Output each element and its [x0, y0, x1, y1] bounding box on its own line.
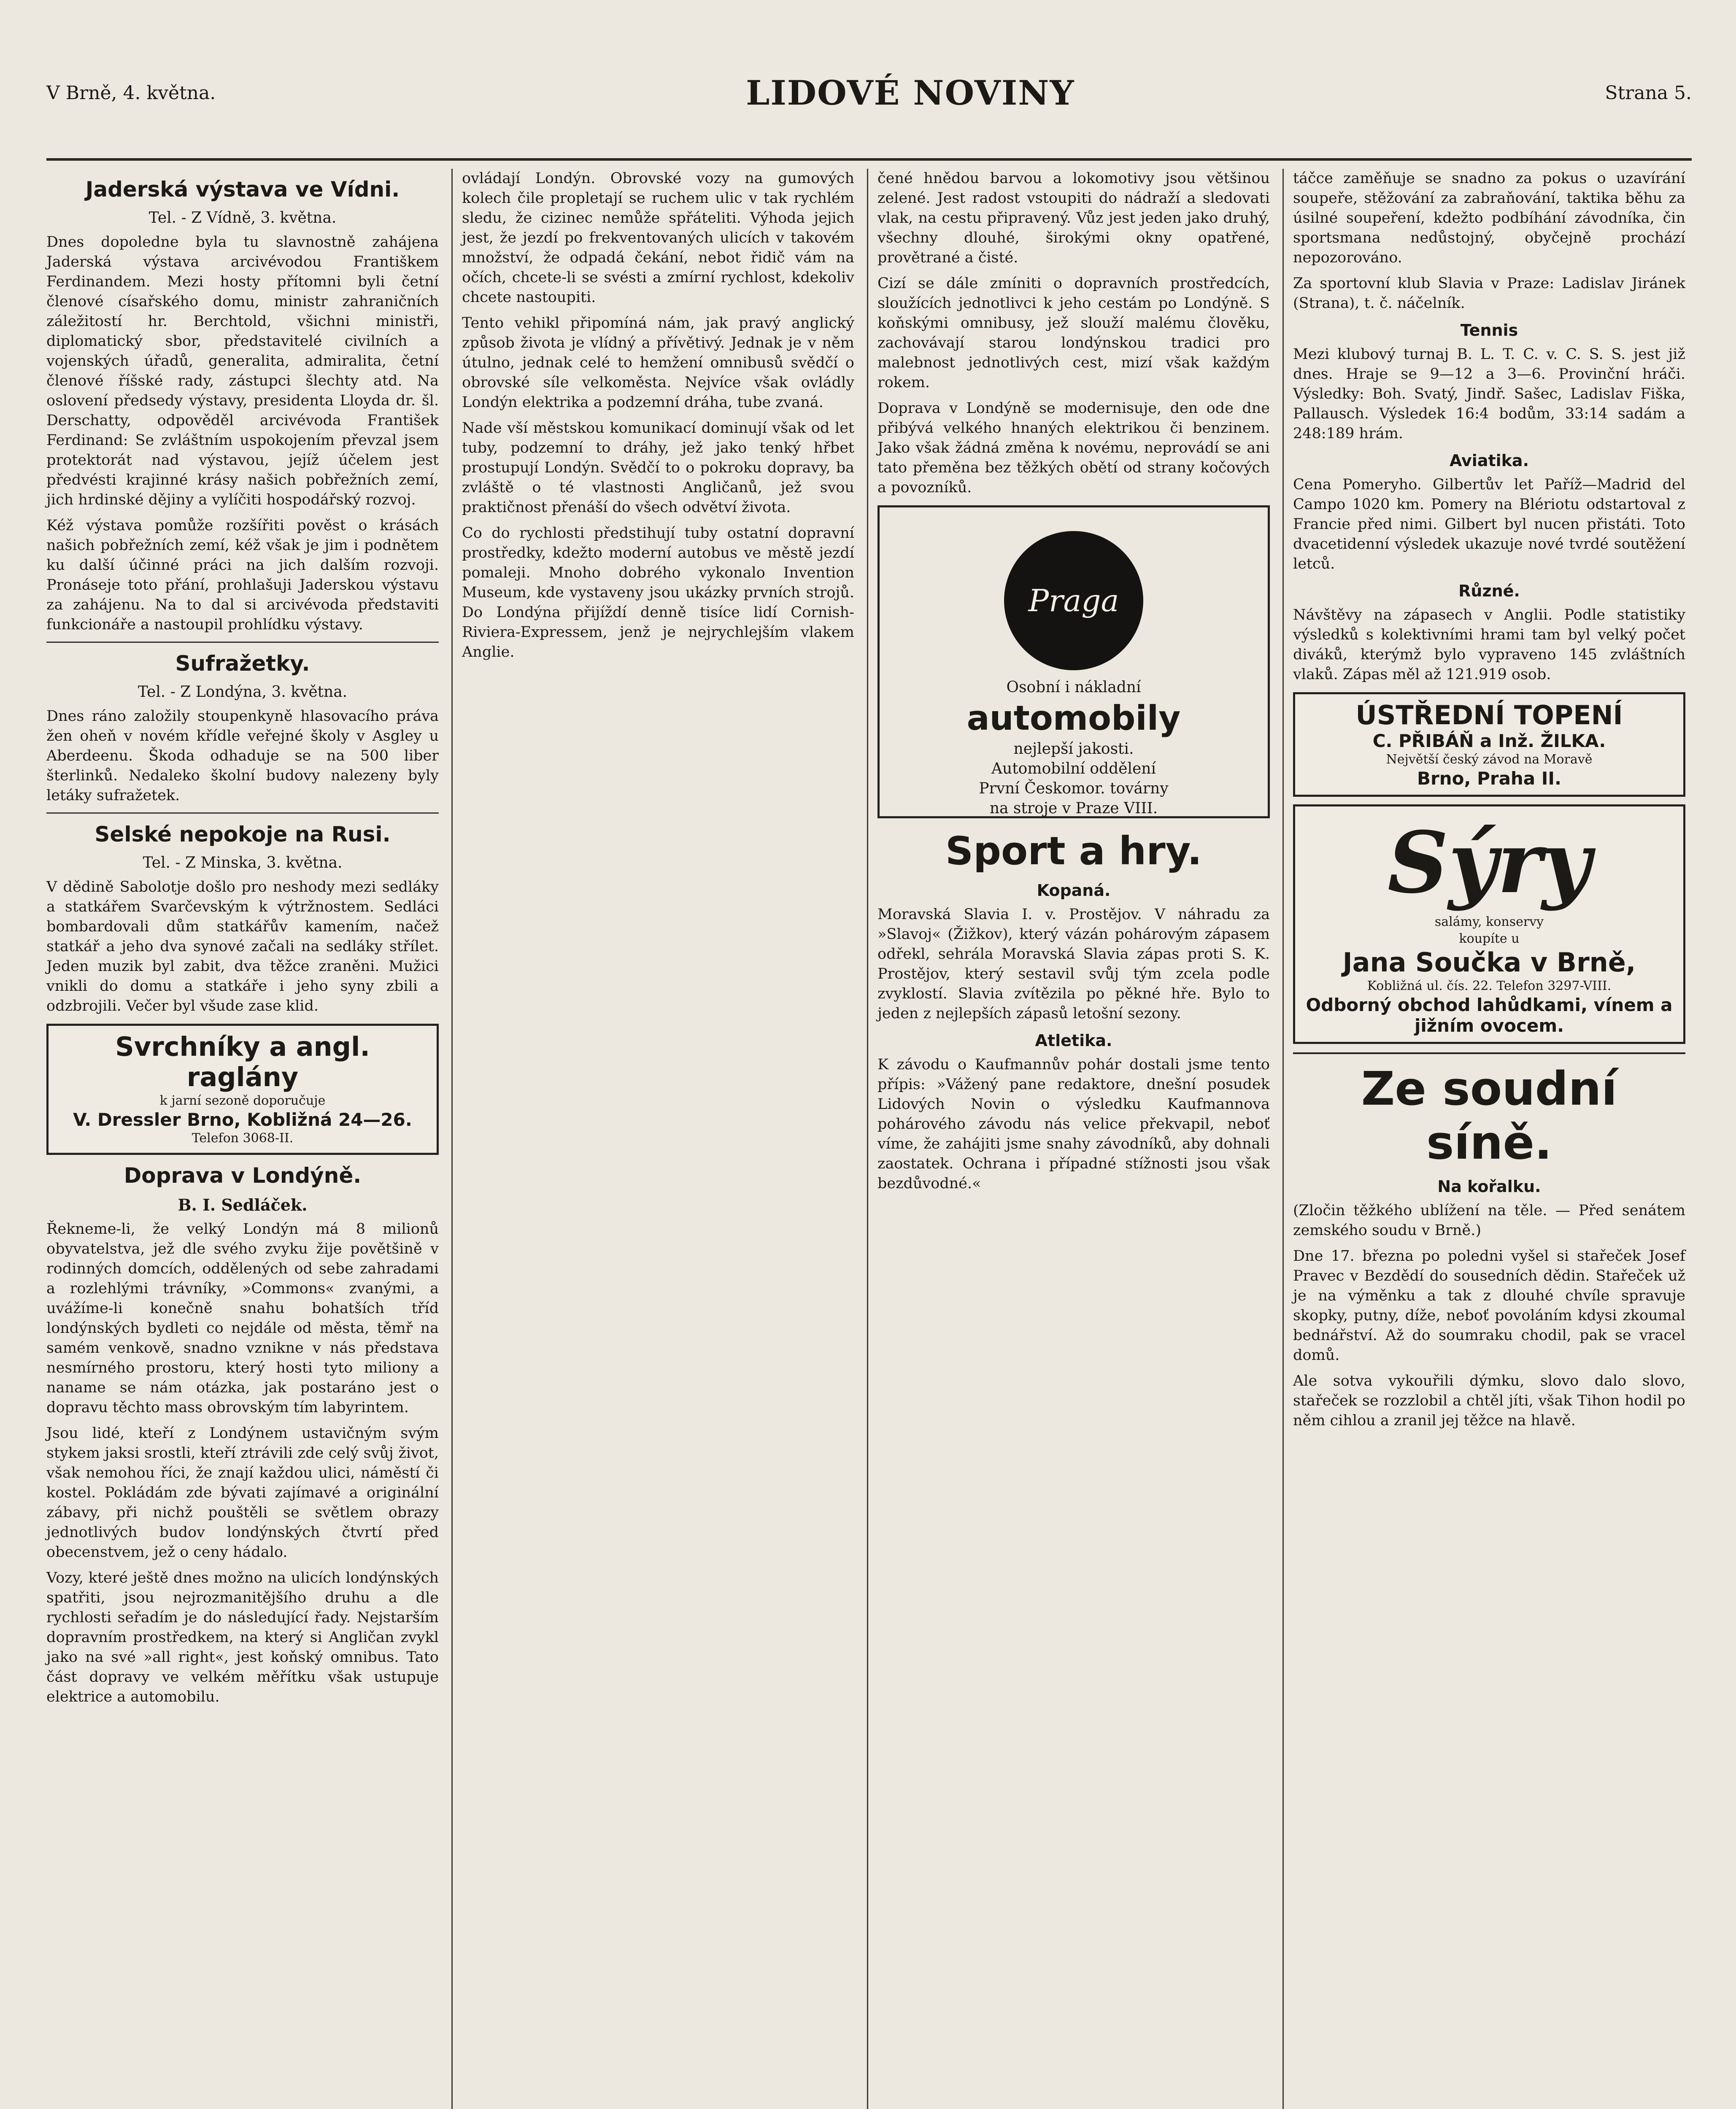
- ad-headline: Sýry: [1387, 813, 1591, 912]
- article-paragraph: V dědině Sabolotje došlo pro neshody mezi sedláky a statkářem Svarčevským k výtržnostem. Sedláci bombardovali dům statkářův kamením, načež statkář a jeho dva synové začali na sedláky střílet. Jeden muzik byl zabit, dva těžce zraněni. Mužici vnikli do domu a statkáře i jeho syny zbili a odzbrojili. Večer byl všude zase klid.: [46, 879, 439, 1014]
- column-divider: [451, 169, 453, 2109]
- article-title: Doprava v Londýně.: [124, 1163, 362, 1188]
- advertisement-praga: [877, 505, 1270, 818]
- section-subtitle: Na kořalku.: [1437, 1177, 1541, 1196]
- ad-firm: V. Dressler Brno, Kobližná 24—26.: [73, 1109, 412, 1130]
- ad-phone: Telefon 3068-II.: [192, 1131, 294, 1146]
- section-subtitle: Aviatika.: [1449, 451, 1529, 470]
- issue-date: V Brně, 4. května.: [46, 82, 216, 104]
- article-paragraph: ovládají Londýn. Obrovské vozy na gumových kolech čile propletají se ruchem ulic v tak rychlém sledu, že cizinec nemůže spřáteliti. Výhoda jejich jest, že jezdí po frekventovaných ulicích v takovém množství, že odpadá čekání, nebot řidič vám na očích, chcete-li se svésti a zmírní rychlost, kdekoliv chcete nastoupiti.: [462, 170, 854, 306]
- column-divider: [1282, 169, 1284, 2109]
- dateline: Tel. - Z Londýna, 3. května.: [138, 683, 348, 701]
- advertisement-syry: [1293, 804, 1685, 1044]
- column-1: [46, 169, 439, 1713]
- article-paragraph: Dnes ráno založily stoupenkyně hlasovacího práva žen oheň v novém křídle veřejné školy v Asgley u Aberdeenu. Škoda odhaduje se na 500 liber šterlinků. Nedaleko školní budovy nalezeny byly letáky sufražetek.: [46, 708, 439, 804]
- byline: B. I. Sedláček.: [178, 1195, 308, 1214]
- article-paragraph: Moravská Slavia I. v. Prostějov. V náhradu za »Slavoj« (Žižkov), který vázán pohárovým zápasem odřekl, sehrála Moravská Slavia zápas proti S. K. Prostějov, který sestavil svůj tým zcela podle zvyklostí. Slavia zvítězila po pěkné hře. Bylo to jeden z nejlepších zápasů letošní sezony.: [877, 906, 1270, 1022]
- article-title: Selské nepokoje na Rusi.: [94, 822, 391, 847]
- article-paragraph: K závodu o Kaufmannův pohár dostali jsme tento přípis: »Vážený pane redaktore, dnešní posudek Lidových Novin o výsledku Kaufmannova pohárového závodu nás velice překvapil, neboť víme, že zahájiti jsme snahy závodníků, aby dohnali zaostatek. Ochrana i případné stížnosti jsou však bezdůvodné.«: [877, 1056, 1270, 1192]
- ad-text: Odborný obchod lahůdkami, vínem a jižním ovocem.: [1306, 995, 1673, 1036]
- masthead-rule: [46, 158, 1692, 161]
- article-paragraph: táčce zaměňuje se snadno za pokus o uzavírání soupeře, stěžování za zabraňování, taktika běhu za úsilné soupeření, kdežto podbíhání závodníka, čin sportsmana nedůstojný, obyčejně prochází nepozorováno.: [1293, 170, 1685, 266]
- ad-text: koupíte u: [1459, 931, 1520, 946]
- column-2: [462, 169, 854, 668]
- ad-text: Největší český závod na Moravě: [1386, 752, 1593, 767]
- ad-firm: C. PŘIBÁŇ a Inž. ŽILKA.: [1372, 731, 1606, 751]
- ad-text: nejlepší jakosti.: [1013, 740, 1134, 758]
- ad-text: Osobní i nákladní: [1006, 679, 1141, 696]
- article-title: Sufražetky.: [175, 651, 310, 676]
- ad-headline: automobily: [967, 699, 1181, 738]
- ad-text: na stroje v Praze VIII.: [989, 800, 1158, 817]
- dateline: Tel. - Z Minska, 3. května.: [143, 854, 343, 871]
- ad-text: k jarní sezoně doporučuje: [159, 1093, 326, 1108]
- article-separator: [46, 642, 439, 643]
- article-paragraph: Kéž výstava pomůže rozšířiti pověst o krásách našich pobřežních zemí, kéž však je jim i podnětem ku další účinné práci na jich dalším rozvoji. Pronáseje toto přání, prohlašuji Jaderskou výstavu za zahájenu. Na to dal si arcivévoda představiti funkcionáře a nastoupil prohlídku výstavy.: [46, 517, 439, 633]
- section-title-sport: Sport a hry.: [945, 828, 1202, 874]
- section-subtitle: Různé.: [1458, 582, 1520, 600]
- article-paragraph: Dnes dopoledne byla tu slavnostně zahájena Jaderská výstava arcivévodou Františkem Ferdinandem. Mezi hosty přítomni byli četní členové císařského domu, ministr zahraničních záležitostí hr. Berchtold, všichni ministři, diplomatický sbor, představitelé civilních a vojenských úřadů, generalita, admiralita, četní členové říšské rady, zástupci šlechty atd. Na oslovení předsedy výstavy, presidenta Lloyda dr. šl. Derschatty, odpověděl arcivévoda František Ferdinand: Se zvláštním uspokojením převzal jsem protektorát nad výstavou, jejíž účelem jest předvésti krajinné krásy našich pobřežních zemí, jich hrdinské dějiny a vylíčiti hospodářský rozvoj.: [46, 234, 439, 508]
- article-paragraph: Co do rychlosti předstihují tuby ostatní dopravní prostředky, kdežto moderní autobus ve městě jezdí pomaleji. Mnoho dobrého vykonalo Invention Museum, kde vystaveny jsou ukázky prvních strojů. Do Londýna přijíždí denně tisíce lidí Cornish-Riviera-Expressem, jenž je nejrychlejším vlakem Anglie.: [462, 525, 854, 661]
- article-paragraph: Nade vší městskou komunikací dominují však od let tuby, podzemní to dráhy, jež jako tenký hřbet prostupují Londýn. Svědčí to o pokroku dopravy, ba zvláště o té vlastnosti Angličanů, jež svou praktičnost přenáší do všech odvětví života.: [462, 420, 854, 516]
- article-paragraph: Tento vehikl připomíná nám, jak pravý anglický způsob života je vlídný a přívětivý. Jednak je v něm útulno, jednak celé to hemžení omnibusů svědčí o obrovské síle velkoměsta. Nejvíce však ovládly Londýn elektrika a podzemní dráha, tube zvaná.: [462, 315, 854, 411]
- article-paragraph: Cena Pomeryho. Gilbertův let Paříž—Madrid del Campo 1020 km. Pomery na Blériotu odstartoval z Francie před nimi. Gilbert byl nucen přistáti. Toto dvacetidenní výsledek ukazuje nové tvrdé soutěžení letců.: [1293, 476, 1685, 572]
- ad-headline: Svrchníky a angl. raglány: [115, 1031, 370, 1092]
- article-paragraph: Mezi klubový turnaj B. L. T. C. v. C. S. S. jest již dnes. Hraje se 9—12 a 3—6. Provinční hráči. Výsledky: Boh. Svatý, Jindř. Sašec, Ladislav Fiška, Pallausch. Výsledek 16:4 bodům, 33:14 sadám a 248:189 hrám.: [1293, 346, 1685, 442]
- section-title-court: Ze soudní síně.: [1293, 1052, 1685, 1170]
- article-paragraph: Jsou lidé, kteří z Londýnem ustavičným svým stykem jaksi srostli, kteří ztrávili zde celý svůj život, však nemohou říci, že znají každou ulici, náměstí či kostel. Pokládám zde bývati zajímavé a originální zábavy, při nichž pouštěli se světlem obrazy jednotlivých budov londýnských čtvrtí před obecenstvem, jež o ceny hádalo.: [46, 1425, 439, 1561]
- section-subtitle: Atletika.: [1035, 1031, 1112, 1050]
- page-number: Strana 5.: [1605, 82, 1692, 104]
- section-subtitle: Kopaná.: [1037, 881, 1111, 900]
- ad-text: Automobilní oddělení: [991, 760, 1156, 777]
- ad-city: Brno, Praha II.: [1417, 768, 1561, 789]
- article-paragraph: Za sportovní klub Slavia v Praze: Ladislav Jiránek (Strana), t. č. náčelník.: [1293, 275, 1685, 312]
- article-paragraph: Dne 17. března po poledni vyšel si stařeček Josef Pravec v Bezdědí do sousedních dědin. Stařeček už je na výměnku a tak z dlouhé chvíle spravuje skopky, putny, díže, neboť povoláním kdysi zkoumal bednářství. Až do soumraku chodil, pak se vracel domů.: [1293, 1248, 1685, 1364]
- advertisement-topeni: [1293, 692, 1685, 797]
- article-paragraph: Cizí se dále zmíniti o dopravních prostředcích, sloužících jednotlivci k jeho cestám po Londýně. S koňskými omnibusy, jež slouží malému člověku, zachovávají starou londýnskou tradici pro malebnost jednotlivých cest, mizí však každým rokem.: [877, 275, 1270, 391]
- article-paragraph: Vozy, které ještě dnes možno na ulicích londýnských spatřiti, jsou nejrozmanitějšího druhu a dle rychlosti seřadím je do následující řady. Nejstarším dopravním prostředkem, na který si Angličan zvykl jako na své »all right«, jest koňský omnibus. Tato část dopravy ve velkém měřítku však ustupuje elektrice a automobilu.: [46, 1570, 439, 1705]
- article-paragraph: Řekneme-li, že velký Londýn má 8 milionů obyvatelstva, jež dle svého zvyku žije povětšině v rodinných domcích, oddělených od sebe zahradami a rozlehlými trávníky, »Commons« zvanými, a uvážíme-li konečně snahu bohatších tříd londýnských bydleti co nejdále od města, těmř na samém venkově, snadno vznikne v nás představa nesmírného prostoru, který hosti tyto miliony a naname se nám otázka, jak postaráno jest o dopravu těchto mass obrovským tím labyrintem.: [46, 1221, 439, 1416]
- masthead: [46, 30, 1692, 156]
- article-paragraph: čené hnědou barvou a lokomotivy jsou většinou zelené. Jest radost vstoupiti do nádraží a sledovati vlak, na cestu připravený. Vůz jest jeden jako druhý, všechny dlouhé, širokými okny opatřené, provětrané a čisté.: [877, 170, 1270, 266]
- praga-logo: Praga: [1004, 531, 1143, 670]
- ad-headline: ÚSTŘEDNÍ TOPENÍ: [1355, 700, 1623, 731]
- article-paragraph: (Zločin těžkého ublížení na těle. — Před senátem zemského soudu v Brně.): [1293, 1202, 1685, 1239]
- ad-text: První Českomor. továrny: [979, 780, 1169, 797]
- ad-address: Kobližná ul. čís. 22. Telefon 3297-VIII.: [1367, 979, 1612, 993]
- advertisement-dressler: [46, 1024, 439, 1155]
- article-separator: [46, 812, 439, 814]
- column-3: [877, 169, 1270, 1200]
- article-paragraph: Návštěvy na zápasech v Anglii. Podle statistiky výsledků s kolektivními hrami tam byl velký počet diváků, kterýmž bylo vypraveno 145 zvláštních vlaků. Zápas měl až 121.919 osob.: [1293, 607, 1685, 683]
- column-divider: [867, 169, 868, 2109]
- dateline: Tel. - Z Vídně, 3. května.: [148, 209, 337, 227]
- column-4: [1293, 169, 1685, 1437]
- newspaper-page: [46, 30, 1692, 2109]
- newspaper-title: LIDOVÉ NOVINY: [746, 73, 1075, 113]
- ad-firm: Jana Součka v Brně,: [1342, 947, 1636, 978]
- article-title: Jaderská výstava ve Vídni.: [85, 177, 400, 202]
- article-paragraph: Doprava v Londýně se modernisuje, den ode dne přibývá velkého hnaných elektrikou či benzinem. Jako však žádná změna k novému, neprovádí se ani tato přeměna bez těžkých obětí od strany kočových a povozníků.: [877, 400, 1270, 496]
- article-paragraph: Ale sotva vykouřili dýmku, slovo dalo slovo, stařeček se rozzlobil a chtěl jíti, však Tihon hodil po něm cihlou a zranil jej těžce na hlavě.: [1293, 1373, 1685, 1429]
- section-subtitle: Tennis: [1460, 321, 1518, 340]
- ad-text: salámy, konservy: [1434, 914, 1544, 929]
